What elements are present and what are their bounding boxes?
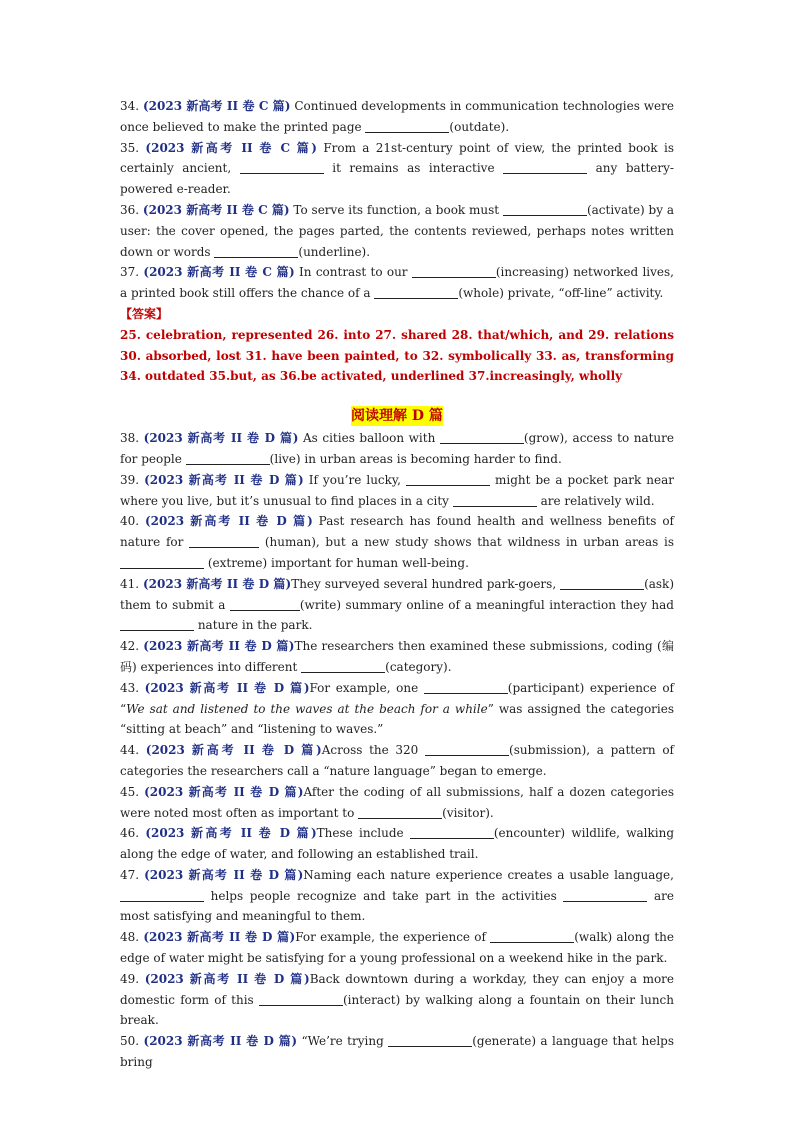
question-text: (extreme) important for human well-being. xyxy=(204,555,469,570)
question-text: From a 21st-century point of view, the printed book is certainly ancient, xyxy=(120,140,674,176)
question-source: (2023 新高考 II 卷 D 篇) xyxy=(143,576,292,591)
answer-blank[interactable] xyxy=(120,555,204,569)
question-34 xyxy=(120,96,674,138)
question-text: Continued developments in communication technologies were once believed to make the printed page xyxy=(120,99,674,134)
question-number: 45. xyxy=(120,784,145,799)
question-40 xyxy=(120,511,674,573)
question-text: The researchers then examined these submissions, coding (编码) experiences into different xyxy=(120,639,675,674)
answer-blank[interactable] xyxy=(301,659,385,673)
question-text: Naming each nature experience creates a usable language, xyxy=(303,867,674,882)
question-number: 38. xyxy=(120,431,144,446)
question-source: (2023 新高考 II 卷 D 篇) xyxy=(143,639,295,654)
question-text: To serve its function, a book must xyxy=(289,202,503,217)
answer-key: 25. celebration, represented 26. into 27. shared 28. that/which, and 29. relations 30. absorbed, lost 31. have been painted, to 32. symbolically 33. as, transforming 34. outdated 35.but, as 36.be activated, underlined 37.increasingly, wholly xyxy=(120,327,674,384)
question-50 xyxy=(120,1031,674,1073)
question-text: (underline). xyxy=(298,244,371,259)
question-number: 44. xyxy=(120,743,146,758)
question-text: (encounter) wildlife, walking along the edge of water, and following an established trail. xyxy=(120,826,675,862)
question-text: are relatively wild. xyxy=(536,493,655,508)
answer-blank[interactable] xyxy=(120,617,194,631)
question-number: 41. xyxy=(120,576,143,591)
page-content xyxy=(120,96,674,1073)
question-text: Back downtown during a workday, they can enjoy a more domestic form of this xyxy=(120,971,675,1007)
question-source: (2023 新高考 II 卷 D 篇) xyxy=(143,930,296,945)
answer-blank[interactable] xyxy=(440,430,524,444)
question-source: (2023 新高考 II 卷 D 篇) xyxy=(143,1034,298,1049)
question-text: (visitor). xyxy=(442,805,494,820)
question-number: 48. xyxy=(120,930,144,945)
question-text: (category). xyxy=(385,659,452,674)
answer-blank[interactable] xyxy=(410,825,494,839)
question-text: (increasing) networked lives, a printed book still offers the chance of a xyxy=(120,265,674,301)
question-text: (write) summary online of a meaningful interaction they had xyxy=(299,597,674,612)
answer-heading: 【答案】 xyxy=(120,306,169,321)
question-35 xyxy=(120,138,674,200)
question-text: Across the 320 xyxy=(321,743,426,758)
question-text: After the coding of all submissions, half a dozen categories were noted most often as important to xyxy=(120,784,674,820)
answer-blank[interactable] xyxy=(406,472,490,486)
question-source: (2023 新高考 II 卷 D 篇) xyxy=(145,743,322,758)
question-number: 39. xyxy=(120,472,145,487)
question-text: Past research has found health and wellness benefits of nature for xyxy=(120,514,674,550)
question-number: 40. xyxy=(120,514,145,529)
answer-blank[interactable] xyxy=(412,264,496,278)
question-text: it remains as interactive xyxy=(323,161,504,176)
question-number: 36. xyxy=(120,202,143,217)
question-number: 35. xyxy=(120,140,146,155)
answer-blank[interactable] xyxy=(490,929,574,943)
question-text: For example, the experience of xyxy=(295,930,491,945)
section-title xyxy=(120,404,674,428)
question-number: 34. xyxy=(120,99,143,113)
question-text: ” was assigned the categories “sitting at beach” and “listening to waves.” xyxy=(120,701,675,737)
question-source: (2023 新高考 II 卷 C 篇) xyxy=(143,99,291,113)
question-text: (live) in urban areas is becoming harder to find. xyxy=(269,451,562,466)
question-47 xyxy=(120,865,674,927)
question-text: (submission), a pattern of categories the researchers call a “nature language” began to emerge. xyxy=(120,743,674,778)
question-source: (2023 新高考 II 卷 D 篇) xyxy=(144,971,310,986)
question-37 xyxy=(120,262,674,304)
answer-blank[interactable] xyxy=(425,742,509,756)
question-44 xyxy=(120,740,674,782)
answer-blank[interactable] xyxy=(120,888,204,902)
question-36 xyxy=(120,200,674,262)
answer-blank[interactable] xyxy=(259,992,343,1006)
answer-blank[interactable] xyxy=(358,805,442,819)
question-source: (2023 新高考 II 卷 D 篇) xyxy=(144,680,310,695)
question-source: (2023 新高考 II 卷 D 篇) xyxy=(143,431,299,446)
question-text: nature in the park. xyxy=(194,618,313,633)
question-source: (2023 新高考 II 卷 C 篇) xyxy=(142,202,290,217)
question-source: (2023 新高考 II 卷 C 篇) xyxy=(143,265,295,280)
question-text: any battery-powered e-reader. xyxy=(120,161,674,197)
question-text: These include xyxy=(316,826,410,841)
answer-blank[interactable] xyxy=(186,451,270,465)
question-text: (participant) experience of “ xyxy=(120,680,674,716)
section-title-text: 阅读理解 D 篇 xyxy=(351,408,443,425)
question-text: If you’re lucky, xyxy=(303,472,406,487)
question-text: (grow), access to nature for people xyxy=(120,431,675,466)
answer-blank[interactable] xyxy=(365,119,449,133)
answer-blank[interactable] xyxy=(374,285,458,299)
question-42 xyxy=(120,636,674,678)
question-number: 37. xyxy=(120,265,144,280)
question-text: (walk) along the edge of water might be satisfying for a young professional on a weekend hike in the park. xyxy=(120,930,674,966)
question-text: (generate) a language that helps bring xyxy=(120,1034,675,1070)
answer-blank[interactable] xyxy=(388,1033,472,1047)
question-text: (whole) private, “off-line” activity. xyxy=(458,286,664,301)
answer-blank[interactable] xyxy=(560,576,644,590)
question-text: (activate) by a user: the cover opened, the pages parted, the contents reviewed, perhaps notes written down or words xyxy=(120,202,675,259)
question-text: (outdate). xyxy=(449,119,510,134)
answer-blank[interactable] xyxy=(503,160,587,174)
question-number: 50. xyxy=(120,1034,144,1049)
question-text: For example, one xyxy=(309,680,424,695)
answer-blank[interactable] xyxy=(240,160,324,174)
question-41 xyxy=(120,574,674,636)
answer-blank[interactable] xyxy=(230,597,300,611)
question-text: “We’re trying xyxy=(297,1034,389,1049)
question-text: (interact) by walking along a fountain on their lunch break. xyxy=(120,992,674,1028)
answer-blank[interactable] xyxy=(563,888,647,902)
question-source: (2023 新高考 II 卷 D 篇) xyxy=(144,472,304,487)
question-text: (human), but a new study shows that wildness in urban areas is xyxy=(259,535,674,550)
quoted-example: We sat and listened to the waves at the beach for a while xyxy=(126,701,488,716)
question-number: 46. xyxy=(120,826,146,841)
question-text: As cities balloon with xyxy=(298,431,440,446)
question-text: are most satisfying and meaningful to them. xyxy=(120,888,675,924)
question-source: (2023 新高考 II 卷 D 篇) xyxy=(144,514,313,529)
question-source: (2023 新高考 II 卷 D 篇) xyxy=(144,784,304,799)
answer-blank[interactable] xyxy=(453,493,537,507)
question-46 xyxy=(120,823,674,865)
answer-blank[interactable] xyxy=(503,202,587,216)
question-number: 47. xyxy=(120,867,145,882)
question-source: (2023 新高考 II 卷 D 篇) xyxy=(144,867,304,882)
question-48 xyxy=(120,927,674,969)
question-source: (2023 新高考 II 卷 D 篇) xyxy=(145,826,317,841)
question-text: They surveyed several hundred park-goers, xyxy=(291,576,561,591)
question-text: (ask) them to submit a xyxy=(120,576,675,612)
answer-blank[interactable] xyxy=(424,680,508,694)
question-43 xyxy=(120,678,674,740)
question-number: 43. xyxy=(120,680,145,695)
question-number: 42. xyxy=(120,639,144,654)
question-source: (2023 新高考 II 卷 C 篇) xyxy=(145,140,317,155)
question-38 xyxy=(120,428,674,470)
question-text: helps people recognize and take part in the activities xyxy=(204,888,564,903)
question-text: might be a pocket park near where you live, but it’s unusual to find places in a city xyxy=(120,472,674,508)
question-39 xyxy=(120,470,674,512)
question-text: In contrast to our xyxy=(294,265,412,280)
question-number: 49. xyxy=(120,971,145,986)
question-45 xyxy=(120,782,674,824)
answer-blank[interactable] xyxy=(189,534,259,548)
answer-blank[interactable] xyxy=(214,244,298,258)
question-49 xyxy=(120,969,674,1031)
